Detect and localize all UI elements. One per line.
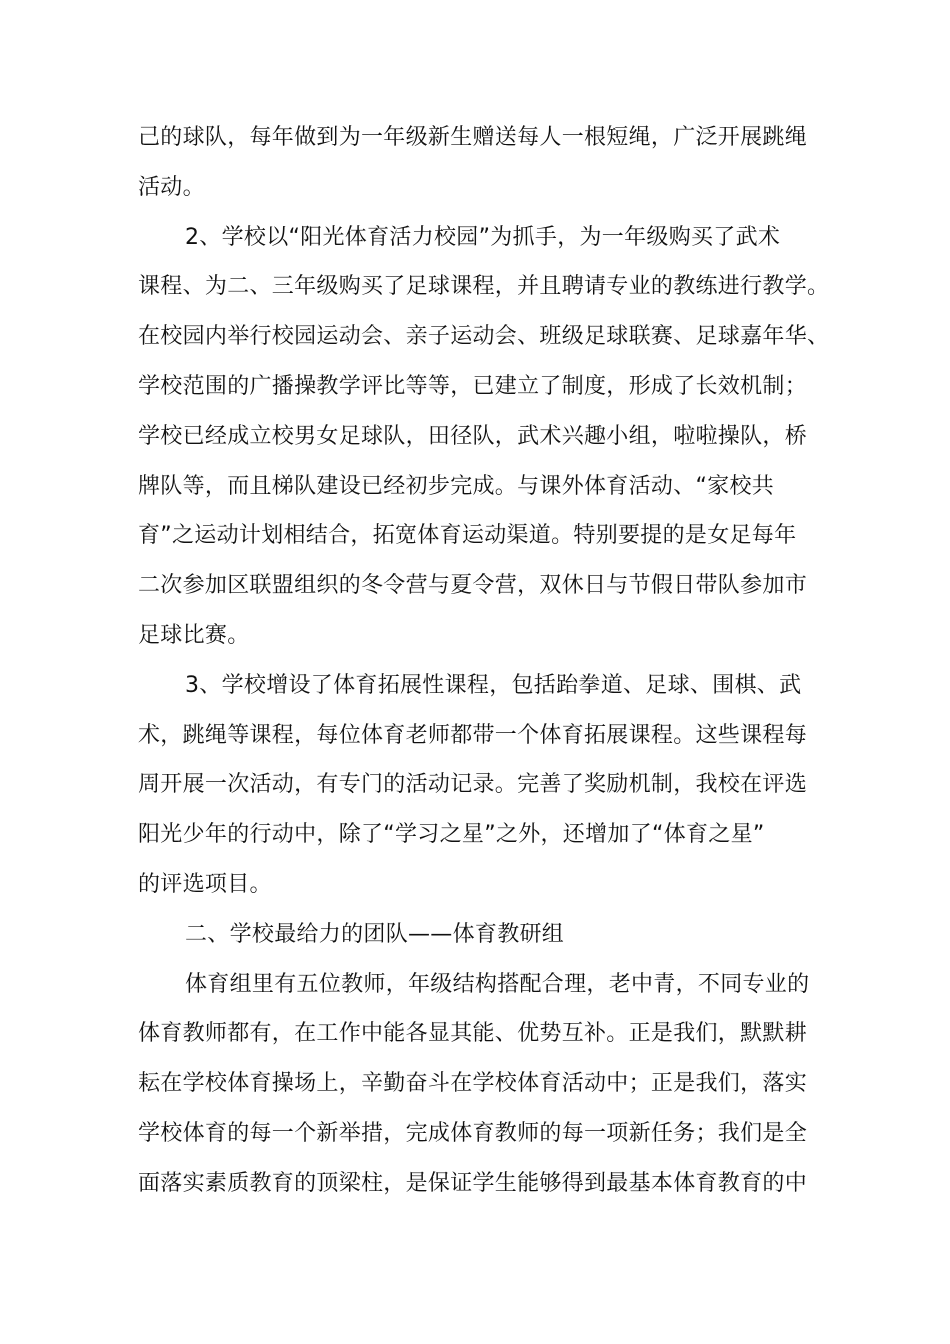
text-line: 学校体育的每一个新举措，完成体育教师的每一项新任务；我们是全 — [138, 1120, 808, 1146]
text-line: 体育教师都有，在工作中能各显其能、优势互补。正是我们，默默耕 — [138, 1021, 808, 1047]
text-line: 牌队等，而且梯队建设已经初步完成。与课外体育活动、“家校共 — [138, 473, 775, 499]
text-line: 术，跳绳等课程，每位体育老师都带一个体育拓展课程。这些课程每 — [138, 722, 808, 748]
text-line: 的评选项目。 — [138, 871, 272, 897]
text-line: 2、学校以“阳光体育活力校园”为抓手，为一年级购买了武术 — [185, 224, 781, 250]
text-line: 周开展一次活动，有专门的活动记录。完善了奖励机制，我校在评选 — [138, 772, 808, 798]
text-line: 体育组里有五位教师，年级结构搭配合理，老中青，不同专业的 — [185, 971, 810, 997]
text-line: 面落实素质教育的顶梁柱，是保证学生能够得到最基本体育教育的中 — [138, 1170, 808, 1196]
text-line: 二、学校最给力的团队——体育教研组 — [185, 921, 565, 947]
text-line: 阳光少年的行动中，除了“学习之星”之外，还增加了“体育之星” — [138, 822, 765, 848]
text-line: 在校园内举行校园运动会、亲子运动会、班级足球联赛、足球嘉年华、 — [138, 324, 830, 350]
text-line: 活动。 — [138, 174, 205, 200]
text-line: 学校已经成立校男女足球队，田径队，武术兴趣小组，啦啦操队，桥 — [138, 423, 808, 449]
text-line: 学校范围的广播操教学评比等等，已建立了制度，形成了长效机制； — [138, 373, 808, 399]
text-line: 足球比赛。 — [138, 622, 250, 648]
text-line: 二次参加区联盟组织的冬令营与夏令营，双休日与节假日带队参加市 — [138, 573, 808, 599]
text-line: 耘在学校体育操场上，辛勤奋斗在学校体育活动中；正是我们，落实 — [138, 1071, 808, 1097]
text-line: 课程、为二、三年级购买了足球课程，并且聘请专业的教练进行教学。 — [138, 274, 830, 300]
document-body — [138, 113, 830, 1209]
text-line: 己的球队，每年做到为一年级新生赠送每人一根短绳，广泛开展跳绳 — [138, 125, 808, 150]
text-line: 3、学校增设了体育拓展性课程，包括跆拳道、足球、围棋、武 — [185, 672, 802, 698]
text-line: 育”之运动计划相结合，拓宽体育运动渠道。特别要提的是女足每年 — [138, 523, 797, 549]
